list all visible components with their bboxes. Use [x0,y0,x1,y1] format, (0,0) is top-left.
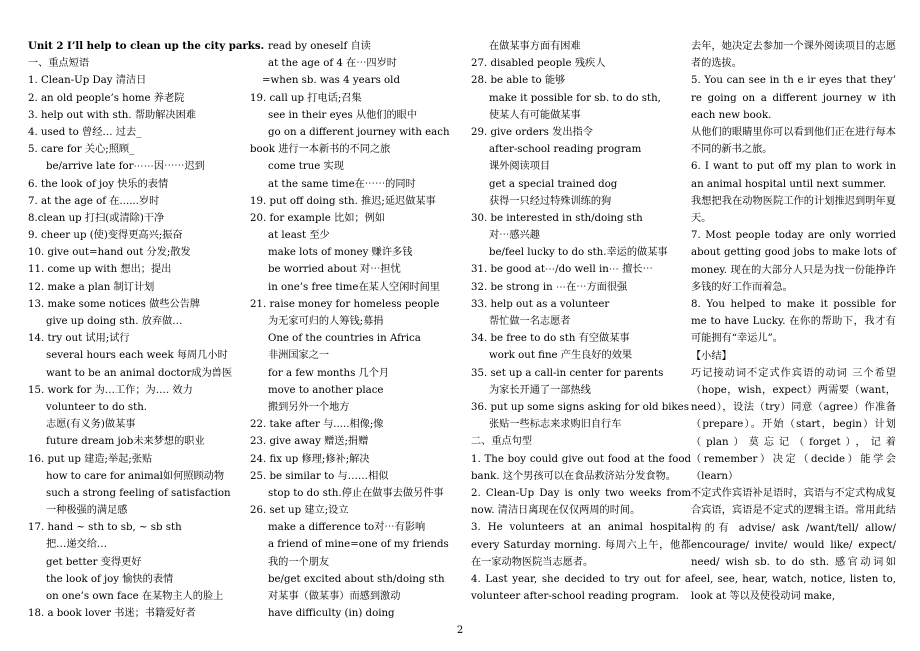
column-2 [250,38,472,622]
col2-line: for a few months 几个月 [268,367,390,379]
col4-line: 从他们的眼睛里你可以看到他们正在进行每本不同的新书之旅。 [691,127,896,156]
col1-line: 7. at the age of 在......岁时 [28,195,160,207]
col3-line: 35. set up a call-in center for parents [471,367,664,379]
col1-line: 把…递交给… [46,539,108,551]
col1-line: such a strong feeling of satisfaction [46,487,231,499]
col2-line: stop to do sth.停止在做事去做另件事 [268,487,444,499]
col1-line: get better 变得更好 [46,556,142,568]
col1-line: 16. put up 建造;举起;张贴 [28,453,153,465]
col4-line: 【小结】 [691,350,732,362]
col1-line: volunteer to do sth. [46,401,148,413]
col1-line: 4. used to 曾经… 过去_ [28,126,142,138]
col3-line: 30. be interested in sth/doing sth [471,212,643,224]
col2-line: 24. fix up 修理;修补;解决 [250,453,370,465]
col3-line: 36. put up some signs asking for old bikes [471,401,689,413]
col2-line: 对某事（做某事）而感到激动 [268,591,401,602]
col3-line: 32. be strong in ⋯在⋯方面很强 [471,281,628,293]
col4-line: 不定式作宾语补足语时，宾语与不定式构成复合宾语，宾语是不定式的逻辑主语。常用此结构的有 advise/ ask /want/tell/ allow/ encourage/ invite/ would like/ expect/ need/ wish sb. to do sth. 感官动词如 feel, see, hear, watch, notice, listen to, look at 等以及使役动词 make, [691,488,896,603]
col2-line: 搬到另外一个地方 [268,401,350,413]
col1-line: 10. give out=hand out 分发;散发 [28,247,191,259]
page-number: 2 [456,625,464,636]
col1-line: 一、重点短语 [28,58,90,70]
col2-line: 25. be similar to 与……相似 [250,470,389,482]
col1-line: Unit 2 I’ll help to clean up the city parks. [28,40,265,52]
col3-line: 为家长开通了一部热线 [489,384,591,396]
col1-line: 5. care for 关心;照顾_ [28,144,135,156]
col4-line: 7. Most people today are only worried about getting good jobs to make lots of money. 现在的大部分人只是为找一份能挣许多钱的好工作而着急。 [691,230,896,293]
col4-line: 去年，她决定去参加一个课外阅读项目的志愿者的选拔。 [691,41,896,70]
col3-line: get a special trained dog [489,178,618,190]
col2-line: a friend of mine=one of my friends [268,539,449,551]
col2-line: 19. call up 打电话;召集 [250,92,362,104]
col2-line: 19. put off doing sth. 推迟;延迟做某事 [250,195,436,207]
col2-line: have difficulty (in) doing [268,608,395,620]
col3-line: 课外阅读项目 [489,161,551,173]
col1-line: the look of joy 愉快的表情 [46,573,174,585]
col1-line: 9. cheer up (使)变得更高兴;振奋 [28,230,183,242]
col3-line: 帮忙做一名志愿者 [489,316,571,327]
col3-line: 33. help out as a volunteer [471,298,610,310]
col2-line: go on a different journey with each [268,126,450,138]
col3-line: 31. be good at⋯/do well in⋯ 擅长⋯ [471,264,653,276]
col2-line: at the same time在⋯⋯的同时 [268,178,416,190]
col2-line: at the age of 4 在⋯四岁时 [268,58,397,70]
col2-line: 我的一个朋友 [268,556,330,568]
col2-line: 22. take after 与.....相像;像 [250,419,384,431]
col3-line: 1. The boy could give out food at the food bank. 这个男孩可以在食品救济站分发食物。 [471,453,691,482]
col2-line: in one’s free time在某人空闲时间里 [268,281,440,293]
col1-line: 一种极强的满足感 [46,505,128,517]
col3-line: 28. be able to 能够 [471,75,566,87]
col2-line: come true 实现 [268,161,344,173]
col4-line: 我想把我在动物医院工作的计划推迟到明年夏天。 [691,195,896,225]
col1-line: 1. Clean-Up Day 清洁日 [28,75,147,87]
col3-line: 2. Clean-Up Day is only two weeks from now. 清洁日离现在仅仅两周的时间。 [471,487,691,517]
col2-line: 26. set up 建立;设立 [250,505,349,517]
col1-line: 2. an old people’s home 养老院 [28,92,185,104]
col2-line: 21. raise money for homeless people [250,298,440,310]
col2-line: move to another place [268,384,384,396]
col1-line: how to care for animal如何照顾动物 [46,470,225,482]
col1-line: 8.clean up 打扫(或清除)干净 [28,212,165,224]
col1-line: 3. help out with sth. 帮助解决困难 [28,109,196,121]
col2-line: be/get excited about sth/doing sth [268,573,445,585]
col1-line: 11. come up with 想出；提出 [28,264,172,276]
col2-line: One of the countries in Africa [268,333,421,345]
col1-line: several hours each week 每周几小时 [46,350,228,362]
col3-line: 在做某事方面有困难 [489,41,581,52]
col1-line: 17. hand ~ sth to sb, ~ sb sth [28,522,182,534]
col3-line: work out fine 产生良好的效果 [489,350,633,362]
col2-line: 20. for example 比如；例如 [250,212,385,224]
col1-line: 15. work for 为…工作；为…. 效力 [28,384,193,396]
col3-line: 使某人有可能做某事 [489,109,581,121]
col3-line: 29. give orders 发出指令 [471,126,593,138]
col1-line: be/arrive late for⋯⋯因⋯⋯迟到 [46,161,205,173]
col2-line: 23. give away 赠送;捐赠 [250,436,369,448]
col3-line: 张贴一些标志来求购旧自行车 [489,419,622,431]
col1-line: 志愿(有义务)做某事 [46,419,136,431]
col1-line: future dream job未来梦想的职业 [46,436,205,448]
col1-line: on one’s own face 在某物主人的脸上 [46,591,224,602]
col1-line: 14. try out 试用;试行 [28,333,130,345]
col3-line: 27. disabled people 残疾人 [471,58,606,70]
col3-line: after-school reading program [489,144,642,156]
col2-line: 为无家可归的人筹钱;募捐 [268,316,384,327]
col1-line: give up doing sth. 放弃做… [46,316,183,327]
col3-line: 对⋯感兴趣 [489,230,540,242]
col4-line: 巧记接动词不定式作宾语的动词 三个希望（hope，wish，expect）两需要（want，need），设法（try）同意（agree）作准备（prepare）。开始（start，begin）计划（plan）莫忘记（forget），记着（remember）决定（decide）能学会（learn） [691,367,896,483]
col1-line: 13. make some notices 做些公告牌 [28,298,201,310]
col1-line: 18. a book lover 书迷；书籍爱好者 [28,608,196,620]
column-1 [28,38,265,622]
column-3 [471,38,691,605]
col2-line: =when sb. was 4 years old [262,75,400,87]
col3-line: 3. He volunteers at an animal hospital every Saturday morning. 每周六上午，他都在一家动物医院当志愿者。 [471,522,691,568]
col2-line: read by oneself 自读 [268,41,371,52]
col1-line: want to be an animal doctor成为兽医 [46,367,233,379]
col3-line: 获得一只经过特殊训练的狗 [489,195,612,207]
col2-line: book 进行一本新书的不同之旅 [250,144,391,156]
col4-line: 8. You helped to make it possible for me to have Lucky. 在你的帮助下，我才有可能拥有“幸运儿”。 [691,299,896,345]
col1-line: 6. the look of joy 快乐的表情 [28,178,169,190]
col4-line: 6. I want to put off my plan to work in an animal hospital until next summer. [691,161,896,190]
col4-line: 5. You can see in th e ir eyes that they’ re going on a different journey w ith each new book. [691,75,896,121]
col3-line: 二、重点句型 [471,436,533,448]
column-4 [691,38,896,606]
col2-line: be worried about 对⋯担忧 [268,264,401,276]
col3-line: 4. Last year, she decided to try out for a volunteer after-school reading program. [471,573,691,603]
col3-line: be/feel lucky to do sth.幸运的做某事 [489,247,668,259]
col3-line: make it possible for sb. to do sth, [489,92,661,104]
col2-line: 非洲国家之一 [268,350,330,362]
col2-line: make a difference to对⋯有影响 [268,522,426,534]
col3-line: 34. be free to do sth 有空做某事 [471,333,630,345]
col1-line: 12. make a plan 制订计划 [28,281,155,293]
col2-line: at least 至少 [268,230,330,242]
col2-line: see in their eyes 从他们的眼中 [268,109,418,121]
col2-line: make lots of money 赚许多钱 [268,247,413,259]
